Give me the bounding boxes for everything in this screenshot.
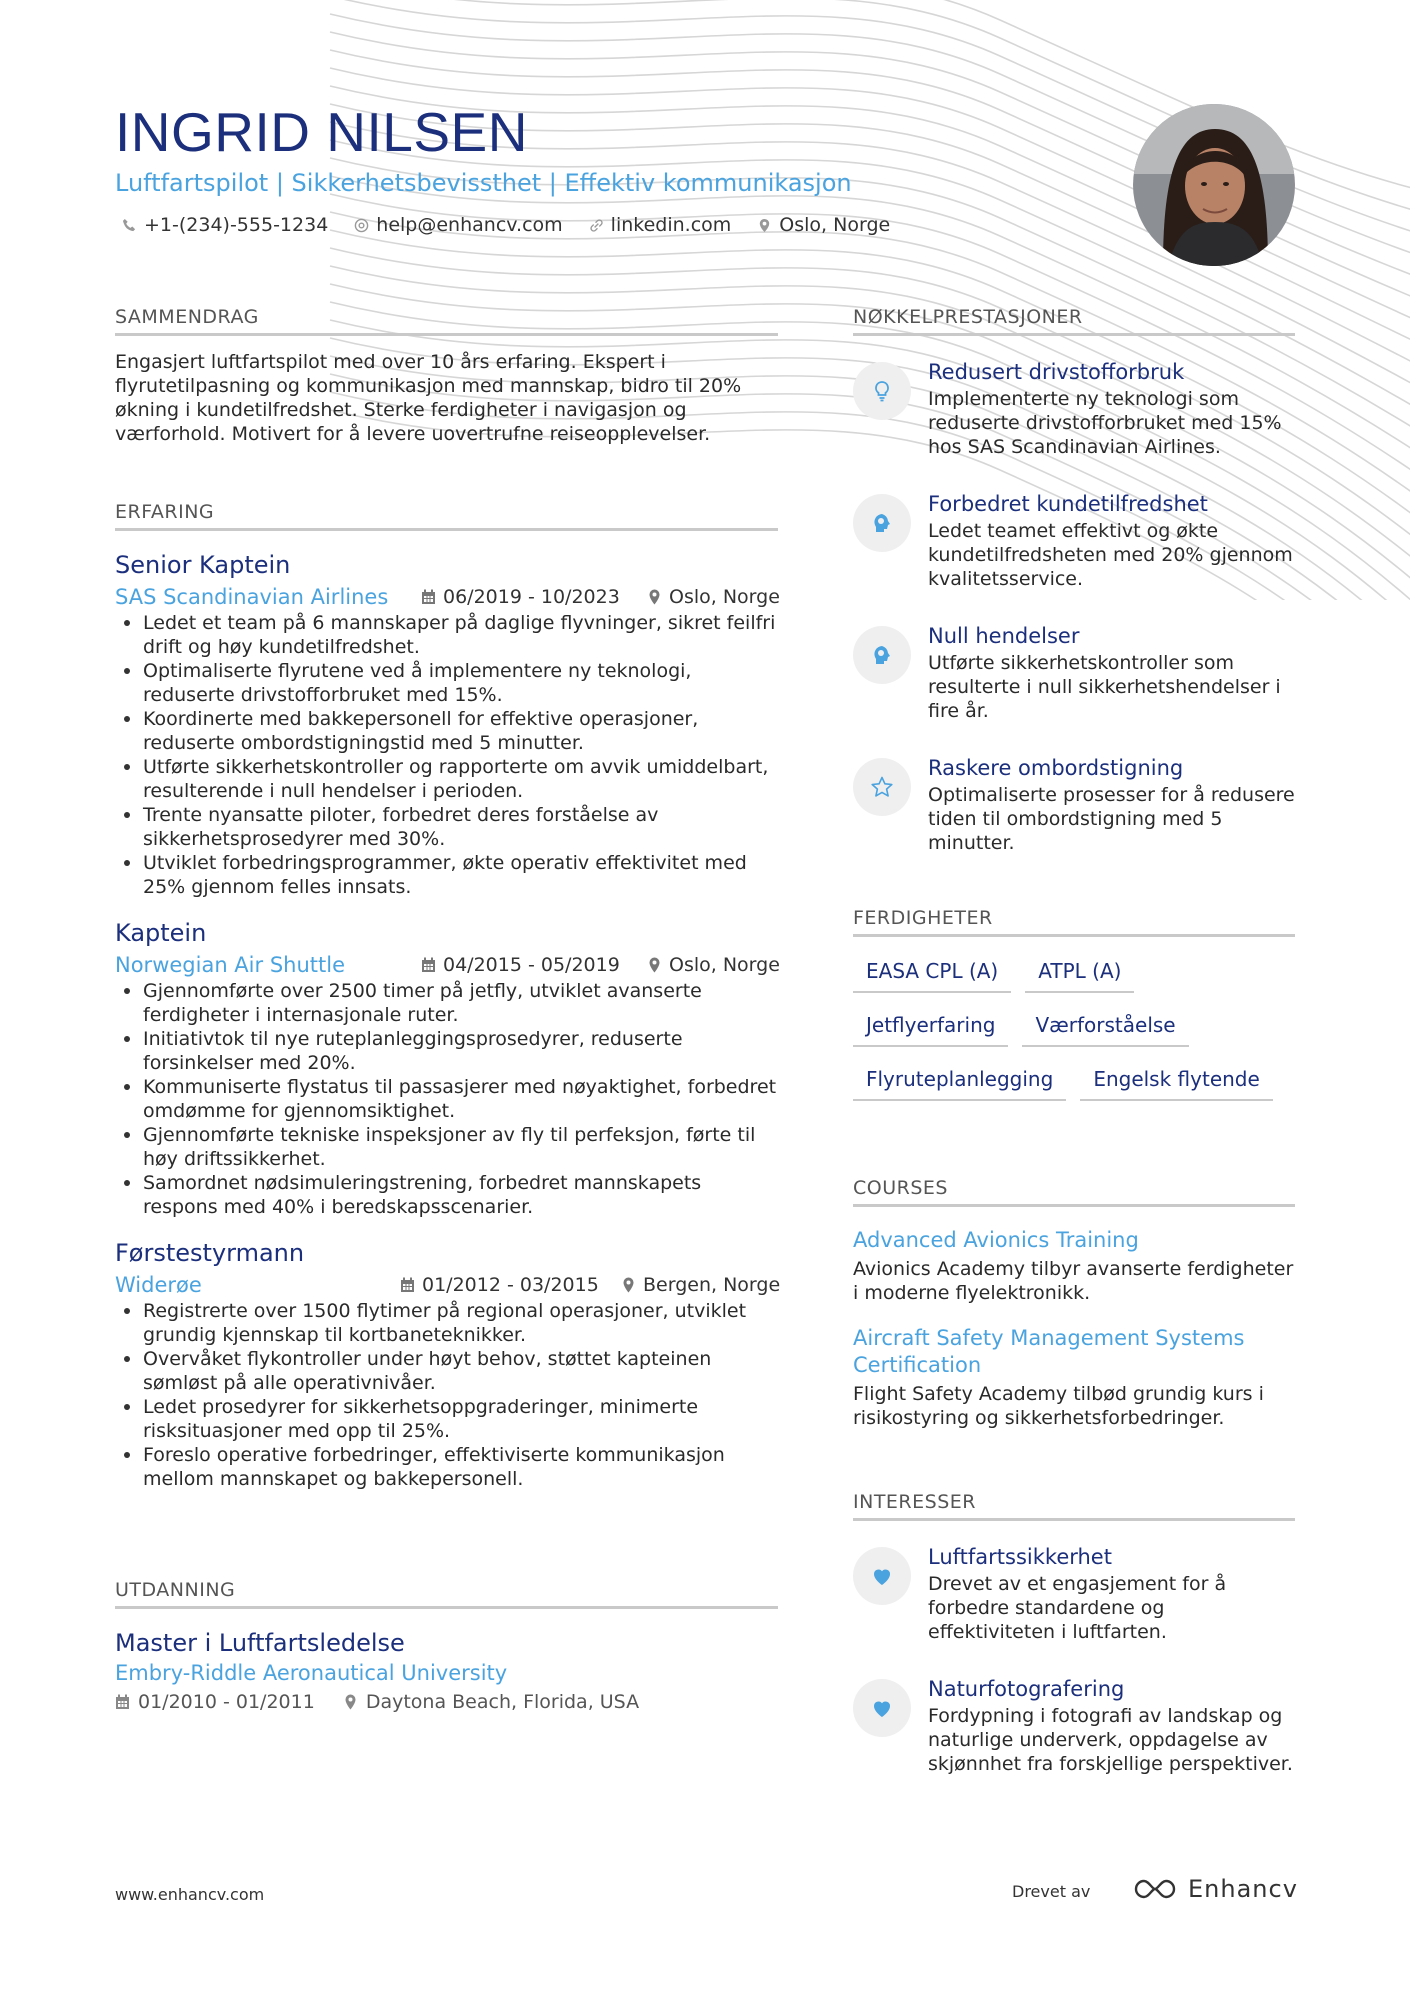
heart-icon (870, 1564, 894, 1588)
link-icon (589, 218, 604, 233)
course-desc: Flight Safety Academy tilbød grundig kurs i risikostyring og sikkerhetsforbedringer. (853, 1383, 1264, 1429)
at-icon (354, 218, 369, 233)
location-pin-icon (621, 1277, 636, 1293)
skills-section (853, 906, 1295, 1101)
bullet-item: Utførte sikkerhetskontroller og rapporterte om avvik umiddelbart, resulterende i null hendelser i perioden. (115, 755, 778, 803)
bullet-item: Koordinerte med bakkepersonell for effektive operasjoner, reduserte ombordstigningstid med 5 minutter. (115, 707, 778, 755)
bullet-item: Optimaliserte flyrutene ved å implementere ny teknologi, reduserte drivstofforbruket med 15%. (115, 659, 778, 707)
education-location (343, 1691, 639, 1713)
course-item (853, 1325, 1295, 1430)
course-item (853, 1227, 1295, 1305)
job-title: Kaptein (115, 919, 207, 947)
job-location (621, 1272, 780, 1298)
company-name: Widerøe (115, 1273, 202, 1297)
contact-linkedin (589, 214, 732, 236)
location-pin-icon (647, 957, 662, 973)
dates-text: 04/2015 - 05/2019 (443, 954, 620, 976)
achievement-item (853, 490, 1295, 600)
enhancv-logo[interactable] (1132, 1875, 1298, 1903)
bullet-item: Foreslo operative forbedringer, effektiviserte kommunikasjon mellom mannskapet og bakkepersonell. (115, 1443, 778, 1491)
achievement-icon-wrap (853, 494, 911, 552)
courses-section (853, 1176, 1295, 1430)
calendar-icon (421, 957, 436, 973)
interest-title: Luftfartssikkerhet (928, 1545, 1112, 1569)
job-entry (115, 1237, 781, 1491)
dates-text: 01/2012 - 03/2015 (422, 1274, 599, 1296)
bullet-item: Overvåket flykontroller under høyt behov, støttet kapteinen sømløst på alle operativnivåer. (115, 1347, 778, 1395)
bullet-item: Ledet et team på 6 mannskaper på daglige flyvninger, sikret feilfri drift og høy kundetilfredshet. (115, 611, 778, 659)
calendar-icon (421, 589, 436, 605)
achievement-title: Raskere ombordstigning (928, 756, 1184, 780)
job-meta (115, 581, 778, 611)
calendar-icon (115, 1694, 130, 1710)
contact-phone (122, 214, 328, 236)
skill-tag: Værforståelse (1022, 1011, 1188, 1047)
bullet-item: Samordnet nødsimuleringstrening, forbedret mannskapets respons med 40% i beredskapsscenarier. (115, 1171, 778, 1219)
skill-tag: Engelsk flytende (1080, 1065, 1272, 1101)
achievement-item (853, 754, 1295, 864)
email-text: help@enhancv.com (376, 214, 563, 236)
achievement-item (853, 622, 1295, 732)
interest-icon-wrap (853, 1679, 911, 1737)
section-title: SAMMENDRAG (115, 305, 778, 336)
footer-powered-by: Drevet av (1012, 1882, 1091, 1901)
section-title: UTDANNING (115, 1578, 778, 1609)
lightbulb-icon (870, 379, 894, 403)
company-name: Norwegian Air Shuttle (115, 953, 345, 977)
experience-section (115, 500, 781, 1491)
candidate-name: INGRID NILSEN (115, 101, 528, 163)
infinity-logo-icon (1132, 1876, 1178, 1902)
interest-icon-wrap (853, 1547, 911, 1605)
section-title: INTERESSER (853, 1490, 1295, 1521)
brain-head-icon (870, 643, 894, 667)
heart-icon (870, 1696, 894, 1720)
phone-text: +1-(234)-555-1234 (144, 214, 329, 236)
portrait-image (1133, 104, 1295, 266)
contact-location (757, 214, 890, 236)
star-icon (870, 775, 894, 799)
job-title: Førstestyrmann (115, 1239, 305, 1267)
achievement-desc: Ledet teamet effektivt og økte kundetilfredsheten med 20% gjennom kvalitetsservice. (928, 520, 1293, 590)
interests-section (853, 1490, 1295, 1785)
job-entry (115, 917, 778, 1219)
company-name: SAS Scandinavian Airlines (115, 585, 389, 609)
achievement-title: Null hendelser (928, 624, 1080, 648)
skill-tag: Jetflyerfaring (853, 1011, 1008, 1047)
achievement-icon-wrap (853, 362, 911, 420)
location-pin-icon (647, 589, 662, 605)
calendar-icon (400, 1277, 415, 1293)
interest-item (853, 1543, 1295, 1653)
bullet-item: Utviklet forbedringsprogrammer, økte operativ effektivitet med 25% gjennom felles innsats. (115, 851, 778, 899)
section-title: COURSES (853, 1176, 1295, 1207)
contact-email (354, 214, 562, 236)
job-location (647, 952, 780, 978)
job-bullets (115, 979, 778, 1219)
section-title: NØKKELPRESTASJONER (853, 305, 1295, 336)
location-text: Bergen, Norge (643, 1274, 781, 1296)
location-text: Daytona Beach, Florida, USA (365, 1691, 640, 1713)
achievement-title: Forbedret kundetilfredshet (928, 492, 1208, 516)
section-title: FERDIGHETER (853, 906, 1295, 937)
job-location (647, 584, 780, 610)
footer-url[interactable]: www.enhancv.com (115, 1885, 265, 1904)
brand-name: Enhancv (1188, 1875, 1298, 1903)
skills-list (853, 957, 1293, 1101)
linkedin-text: linkedin.com (610, 214, 732, 236)
job-meta (115, 1269, 781, 1299)
contact-row (122, 214, 890, 236)
achievement-icon-wrap (853, 758, 911, 816)
achievement-desc: Implementerte ny teknologi som reduserte drivstofforbruket med 15% hos SAS Scandinavian Airlines. (928, 388, 1282, 458)
interest-desc: Drevet av et engasjement for å forbedre standardene og effektiviteten i luftfarten. (928, 1573, 1227, 1643)
achievement-title: Redusert drivstofforbruk (928, 360, 1185, 384)
headline: Luftfartspilot | Sikkerhetsbevissthet | Effektiv kommunikasjon (115, 169, 852, 197)
bullet-item: Gjennomførte tekniske inspeksjoner av fly til perfeksjon, førte til høy driftssikkerhet. (115, 1123, 778, 1171)
summary-section (115, 305, 778, 446)
interest-desc: Fordypning i fotografi av landskap og naturlige underverk, oppdagelse av skjønnhet fra forskjellige perspektiver. (928, 1705, 1293, 1775)
profile-photo (1133, 104, 1295, 266)
bullet-item: Gjennomførte over 2500 timer på jetfly, utviklet avanserte ferdigheter i internasjonale ruter. (115, 979, 778, 1027)
achievement-desc: Utførte sikkerhetskontroller som resulterte i null sikkerhetshendelser i fire år. (928, 652, 1281, 722)
course-title: Advanced Avionics Training (853, 1228, 1139, 1252)
dates-text: 01/2010 - 01/2011 (138, 1691, 315, 1713)
location-text: Oslo, Norge (779, 214, 891, 236)
achievement-icon-wrap (853, 626, 911, 684)
course-desc: Avionics Academy tilbyr avanserte ferdigheter i moderne flyelektronikk. (853, 1258, 1294, 1304)
bullet-item: Registrerte over 1500 flytimer på regional operasjoner, utviklet grundig kjennskap til kortbaneteknikker. (115, 1299, 778, 1347)
location-pin-icon (343, 1694, 358, 1710)
job-dates (421, 952, 620, 978)
job-entry (115, 549, 778, 899)
job-bullets (115, 611, 778, 899)
section-title: ERFARING (115, 500, 778, 531)
job-dates (421, 584, 620, 610)
school-name: Embry-Riddle Aeronautical University (115, 1661, 508, 1685)
education-meta (115, 1691, 778, 1713)
bullet-item: Ledet prosedyrer for sikkerhetsoppgraderinger, minimerte risksituasjoner med opp til 25%. (115, 1395, 778, 1443)
bullet-item: Kommuniserte flystatus til passasjerer med nøyaktighet, forbedret omdømme for gjennomsiktighet. (115, 1075, 778, 1123)
course-title: Aircraft Safety Management Systems Certification (853, 1326, 1245, 1377)
location-text: Oslo, Norge (669, 586, 780, 608)
bullet-item: Initiativtok til nye ruteplanleggingsprosedyrer, reduserte forsinkelser med 20%. (115, 1027, 778, 1075)
skill-tag: EASA CPL (A) (853, 957, 1011, 993)
achievements-section (853, 305, 1295, 864)
interest-item (853, 1675, 1295, 1785)
summary-text: Engasjert luftfartspilot med over 10 års erfaring. Ekspert i flyrutetilpasning og kommunikasjon med mannskap, bidro til 20% økning i kundetilfredshet. Sterke ferdigheter i navigasjon og værforhold. Motivert for å levere uovertrufne reiseopplevelser. (115, 351, 742, 445)
location-text: Oslo, Norge (669, 954, 780, 976)
skill-tag: Flyruteplanlegging (853, 1065, 1066, 1101)
education-dates (115, 1691, 315, 1713)
phone-icon (122, 218, 137, 233)
job-title: Senior Kaptein (115, 551, 291, 579)
achievement-item (853, 358, 1295, 468)
job-meta (115, 949, 778, 979)
job-bullets (115, 1299, 778, 1491)
job-dates (400, 1272, 599, 1298)
degree-title: Master i Luftfartsledelse (115, 1629, 405, 1657)
dates-text: 06/2019 - 10/2023 (443, 586, 620, 608)
brain-head-icon (870, 511, 894, 535)
bullet-item: Trente nyansatte piloter, forbedret deres forståelse av sikkerhetsprosedyrer med 30%. (115, 803, 778, 851)
achievement-desc: Optimaliserte prosesser for å redusere tiden til ombordstigning med 5 minutter. (928, 784, 1295, 854)
interest-title: Naturfotografering (928, 1677, 1125, 1701)
skill-tag: ATPL (A) (1025, 957, 1134, 993)
location-pin-icon (757, 218, 772, 233)
education-section (115, 1578, 778, 1713)
